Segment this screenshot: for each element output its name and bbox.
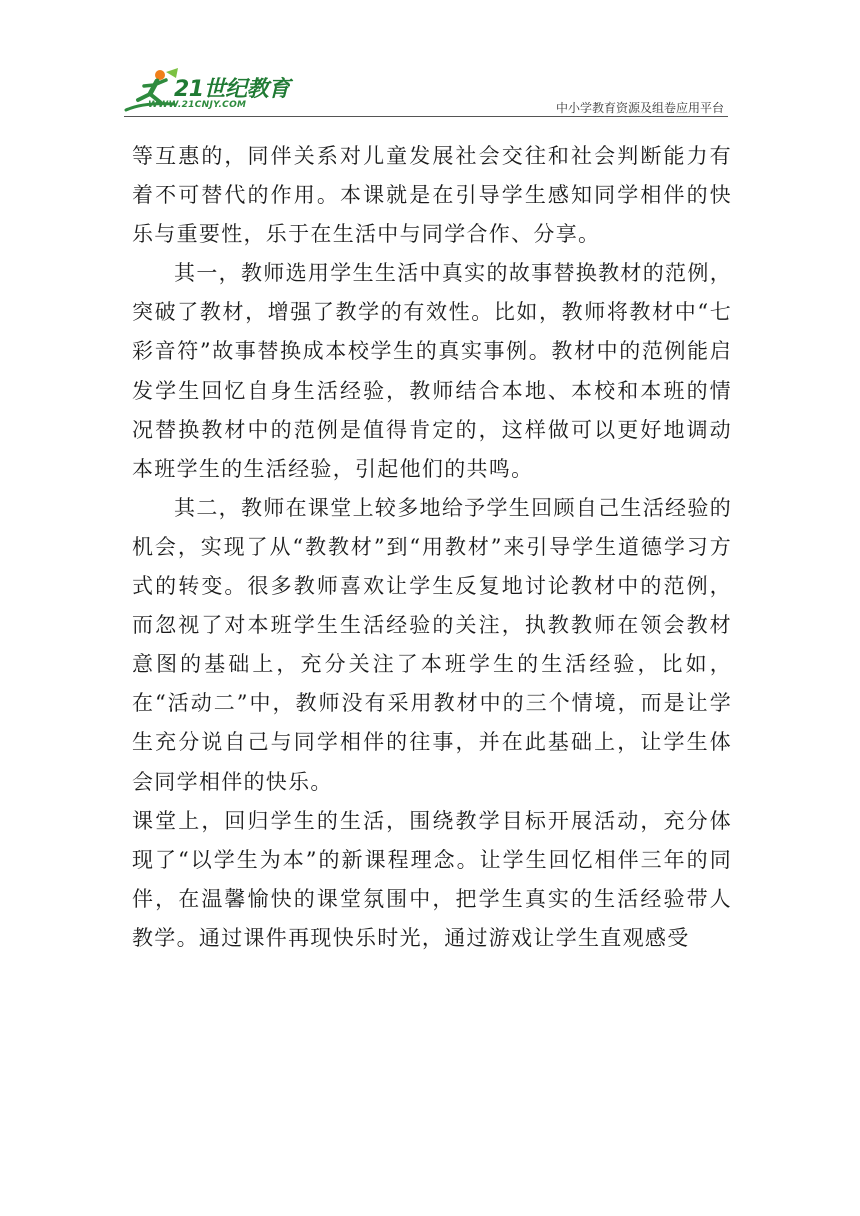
logo-text: 21世纪教育 xyxy=(174,77,290,102)
paragraph-2: 其一，教师选用学生生活中真实的故事替换教材的范例，突破了教材，增强了教学的有效性。比如，教师将教材中“七彩音符”故事替换成本校学生的真实事例。教材中的范例能启发学生回忆自身生活经验，教师结合本地、本校和本班的情况替换教材中的范例是值得肯定的，这样做可以更好地调动本班学生的生活经验，引起他们的共鸣。 xyxy=(132,261,732,481)
logo-url: WWW.21CNJY.COM xyxy=(148,100,247,110)
paragraph-4: 课堂上，回归学生的生活，围绕教学目标开展活动，充分体现了“以学生为本”的新课程理念。让学生回忆相伴三年的同伴，在温馨愉快的课堂氛围中，把学生真实的生活经验带人教学。通过课件再现快乐时光，通过游戏让学生直观感受 xyxy=(132,808,732,950)
platform-tagline: 中小学教育资源及组卷应用平台 xyxy=(555,101,724,115)
paragraph-3: 其二，教师在课堂上较多地给予学生回顾自己生活经验的机会，实现了从“教教材”到“用教材”来引导学生道德学习方式的转变。很多教师喜欢让学生反复地讨论教材中的范例，而忽视了对本班学生生活经验的关注，执教教师在领会教材意图的基础上，充分关注了本班学生的生活经验，比如，在“活动二”中，教师没有采用教材中的三个情境，而是让学生充分说自己与同学相伴的往事，并在此基础上，让学生体会同学相伴的快乐。 xyxy=(132,495,732,794)
site-logo[interactable] xyxy=(124,66,294,116)
page-header xyxy=(0,0,860,120)
paragraph-1: 等互惠的，同伴关系对儿童发展社会交往和社会判断能力有着不可替代的作用。本课就是在引导学生感知同学相伴的快乐与重要性，乐于在生活中与同学合作、分享。 xyxy=(132,144,732,247)
header-divider xyxy=(124,116,728,117)
document-body xyxy=(132,137,732,958)
